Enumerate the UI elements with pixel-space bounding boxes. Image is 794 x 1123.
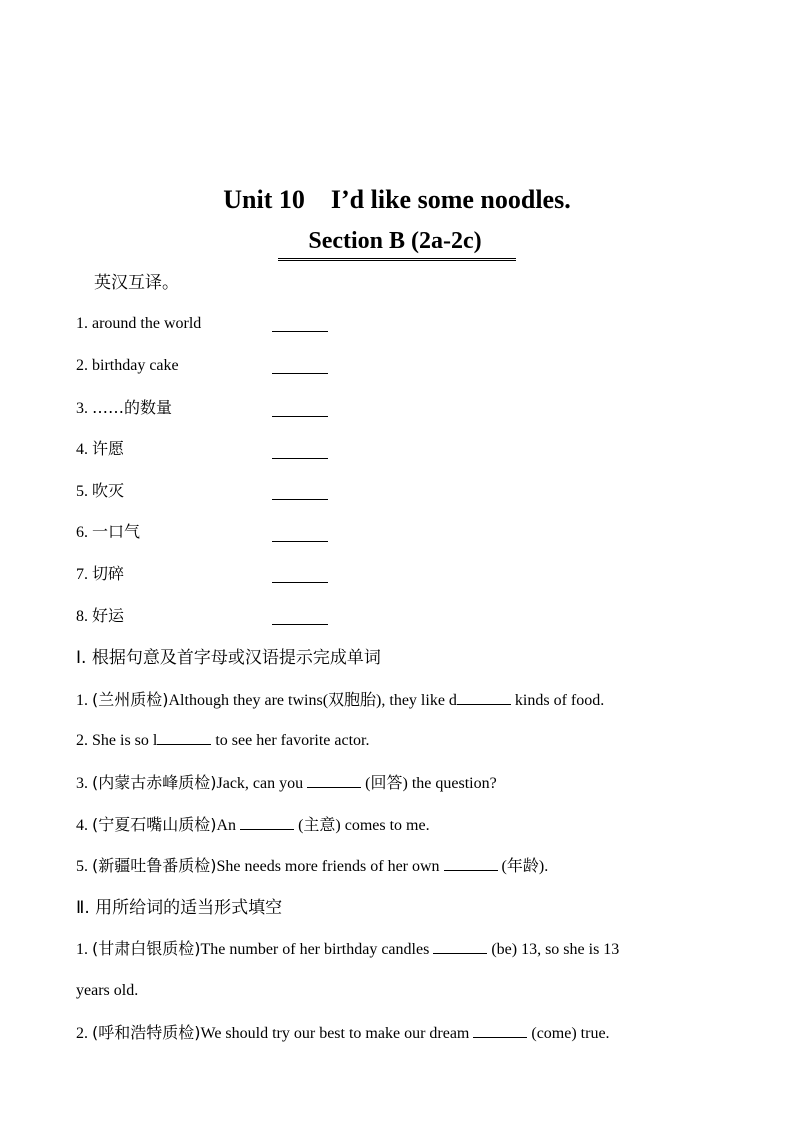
- question-item: [76, 814, 430, 837]
- question-text: (: [361, 775, 371, 792]
- question-item: [76, 938, 619, 961]
- answer-blank[interactable]: [272, 582, 328, 583]
- answer-blank[interactable]: [157, 730, 211, 745]
- question-text: (: [497, 858, 507, 875]
- answer-blank[interactable]: [444, 856, 498, 871]
- answer-blank[interactable]: [272, 499, 328, 500]
- question-text: (be) 13, so she is 13: [487, 941, 620, 958]
- question-source: (新疆吐鲁番质检): [92, 856, 217, 875]
- answer-blank[interactable]: [272, 458, 328, 459]
- question-number: 3.: [76, 775, 92, 792]
- vocab-item: [76, 563, 124, 586]
- question-text: Although they are twins(: [168, 692, 329, 709]
- question-text: An: [216, 817, 241, 834]
- vocab-item: [76, 355, 179, 377]
- question-text: Jack, can you: [216, 775, 308, 792]
- translation-heading: 英汉互译。: [94, 273, 179, 293]
- answer-blank[interactable]: [433, 939, 487, 954]
- vocab-text: 切碎: [92, 564, 125, 583]
- answer-blank[interactable]: [272, 373, 328, 374]
- question-text: She needs more friends of her own: [216, 858, 444, 875]
- vocab-item: [76, 313, 201, 335]
- vocab-number: 2.: [76, 357, 92, 374]
- answer-blank[interactable]: [473, 1023, 527, 1038]
- vocab-text: birthday cake: [92, 357, 179, 374]
- answer-blank[interactable]: [272, 541, 328, 542]
- question-item: [76, 772, 497, 795]
- subtitle-wrap: [0, 226, 794, 261]
- section1-heading: Ⅰ. 根据句意及首字母或汉语提示完成单词: [76, 648, 381, 668]
- answer-blank[interactable]: [272, 331, 328, 332]
- question-text: The number of her birthday candles: [200, 941, 434, 958]
- vocab-number: 1.: [76, 315, 92, 332]
- question-text: ) comes to me.: [335, 817, 430, 834]
- question-hint: 回答: [370, 773, 403, 792]
- question-text: ) the question?: [402, 775, 497, 792]
- vocab-number: 7.: [76, 566, 92, 583]
- question-item: [76, 730, 370, 752]
- question-continuation: years old.: [76, 982, 139, 999]
- question-number: 1.: [76, 941, 92, 958]
- question-number: 5.: [76, 858, 92, 875]
- question-hint: 主意: [303, 815, 336, 834]
- page-title: Unit 10 I’d like some noodles.: [223, 185, 571, 214]
- question-source: (内蒙古赤峰质检): [92, 773, 217, 792]
- vocab-text: 许愿: [92, 439, 125, 458]
- question-item: [76, 855, 548, 878]
- vocab-text: around the world: [92, 315, 202, 332]
- vocab-item: [76, 521, 140, 544]
- question-item: [76, 1022, 610, 1045]
- answer-blank[interactable]: [307, 773, 361, 788]
- question-number: 2.: [76, 1025, 92, 1042]
- question-source: (宁夏石嘴山质检): [92, 815, 217, 834]
- question-source: (呼和浩特质检): [92, 1023, 201, 1042]
- question-text: ), they like d: [376, 692, 457, 709]
- vocab-number: 5.: [76, 483, 92, 500]
- section2-heading: Ⅱ. 用所给词的适当形式填空: [76, 898, 283, 918]
- vocab-item: [76, 397, 172, 420]
- question-source: (甘肃白银质检): [92, 939, 201, 958]
- vocab-number: 3.: [76, 400, 92, 417]
- answer-blank[interactable]: [272, 416, 328, 417]
- question-text: kinds of food.: [510, 692, 605, 709]
- question-number: 1.: [76, 692, 92, 709]
- vocab-text: 好运: [92, 606, 125, 625]
- answer-blank[interactable]: [240, 815, 294, 830]
- vocab-number: 4.: [76, 441, 92, 458]
- vocab-text: 吹灭: [92, 481, 125, 500]
- question-hint: 年龄: [506, 856, 539, 875]
- question-text: (: [294, 817, 304, 834]
- page-subtitle: Section B (2a-2c): [278, 226, 515, 261]
- vocab-item: [76, 438, 124, 461]
- question-text: She is so l: [92, 732, 158, 749]
- vocab-text: 一口气: [92, 522, 141, 541]
- question-text: ).: [538, 858, 549, 875]
- vocab-number: 6.: [76, 524, 92, 541]
- question-hint: 双胞胎: [328, 690, 377, 709]
- question-text: (come) true.: [527, 1025, 610, 1042]
- question-text: We should try our best to make our dream: [200, 1025, 474, 1042]
- vocab-item: [76, 605, 124, 628]
- vocab-text: ……的数量: [92, 398, 173, 417]
- question-text: to see her favorite actor.: [211, 732, 370, 749]
- answer-blank[interactable]: [457, 690, 511, 705]
- answer-blank[interactable]: [272, 624, 328, 625]
- question-number: 2.: [76, 732, 92, 749]
- question-source: (兰州质检): [92, 690, 169, 709]
- question-number: 4.: [76, 817, 92, 834]
- question-item: [76, 689, 604, 712]
- vocab-number: 8.: [76, 608, 92, 625]
- vocab-item: [76, 480, 124, 503]
